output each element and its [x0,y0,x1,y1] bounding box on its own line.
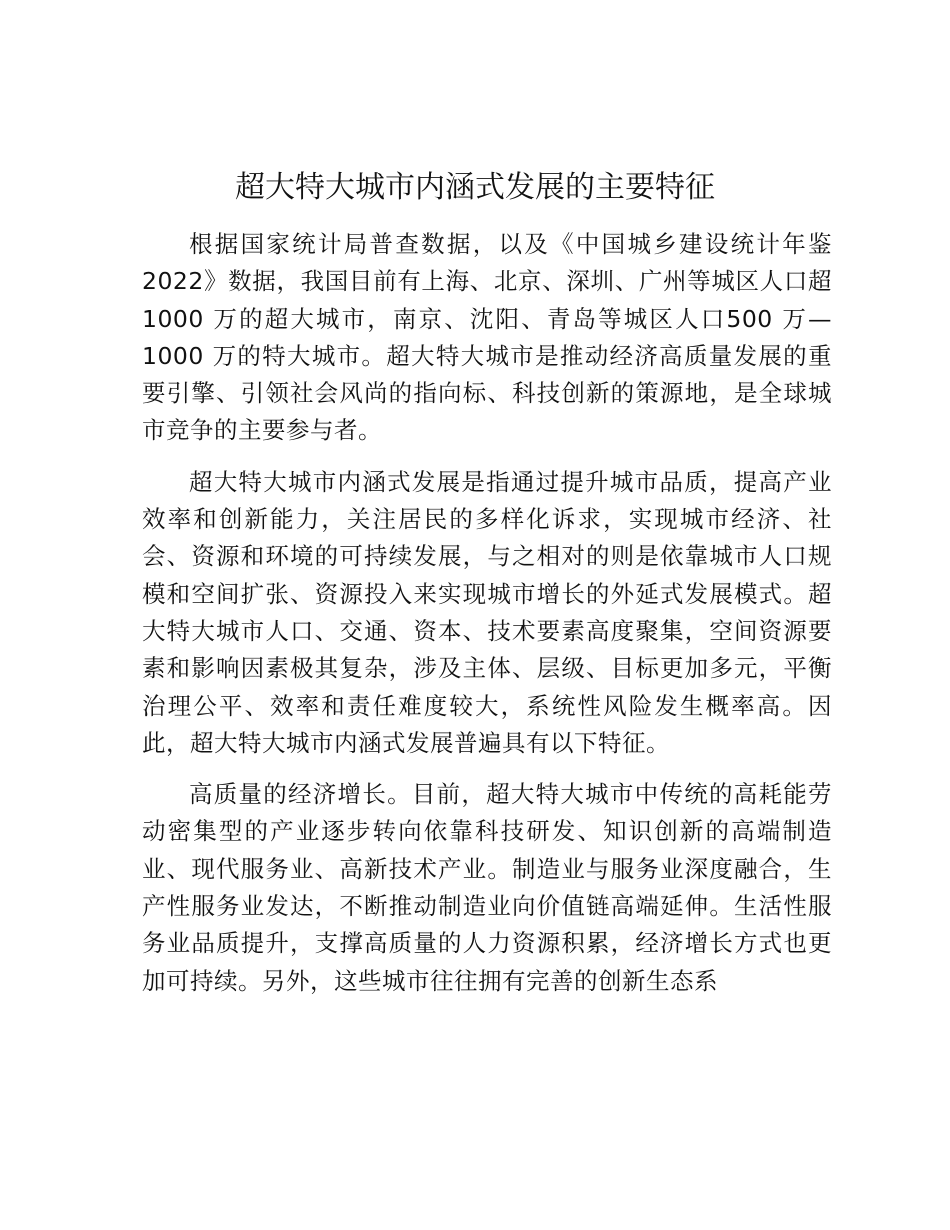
document-body [142,226,832,1014]
paragraph-2: 超大特大城市内涵式发展是指通过提升城市品质，提高产业效率和创新能力，关注居民的多样化诉求，实现城市经济、社会、资源和环境的可持续发展，与之相对的则是依靠城市人口规模和空间扩张、资源投入来实现城市增长的外延式发展模式。超大特大城市人口、交通、资本、技术要素高度聚集，空间资源要素和影响因素极其复杂，涉及主体、层级、目标更加多元，平衡治理公平、效率和责任难度较大，系统性风险发生概率高。因此，超大特大城市内涵式发展普遍具有以下特征。 [142,467,832,757]
paragraph-1: 根据国家统计局普查数据，以及《中国城乡建设统计年鉴2022》数据，我国目前有上海、北京、深圳、广州等城区人口超 1000 万的超大城市，南京、沈阳、青岛等城区人口500 万—1000 万的特大城市。超大特大城市是推动经济高质量发展的重要引擎、引领社会风尚的指向标、科技创新的策源地，是全球城市竞争的主要参与者。 [142,230,832,445]
paragraph-3: 高质量的经济增长。目前，超大特大城市中传统的高耗能劳动密集型的产业逐步转向依靠科技研发、知识创新的高端制造业、现代服务业、高新技术产业。制造业与服务业深度融合，生产性服务业发达，不断推动制造业向价值链高端延伸。生活性服务业品质提升，支撑高质量的人力资源积累，经济增长方式也更加可持续。另外，这些城市往往拥有完善的创新生态系 [142,780,832,995]
document-title: 超大特大城市内涵式发展的主要特征 [235,170,715,205]
